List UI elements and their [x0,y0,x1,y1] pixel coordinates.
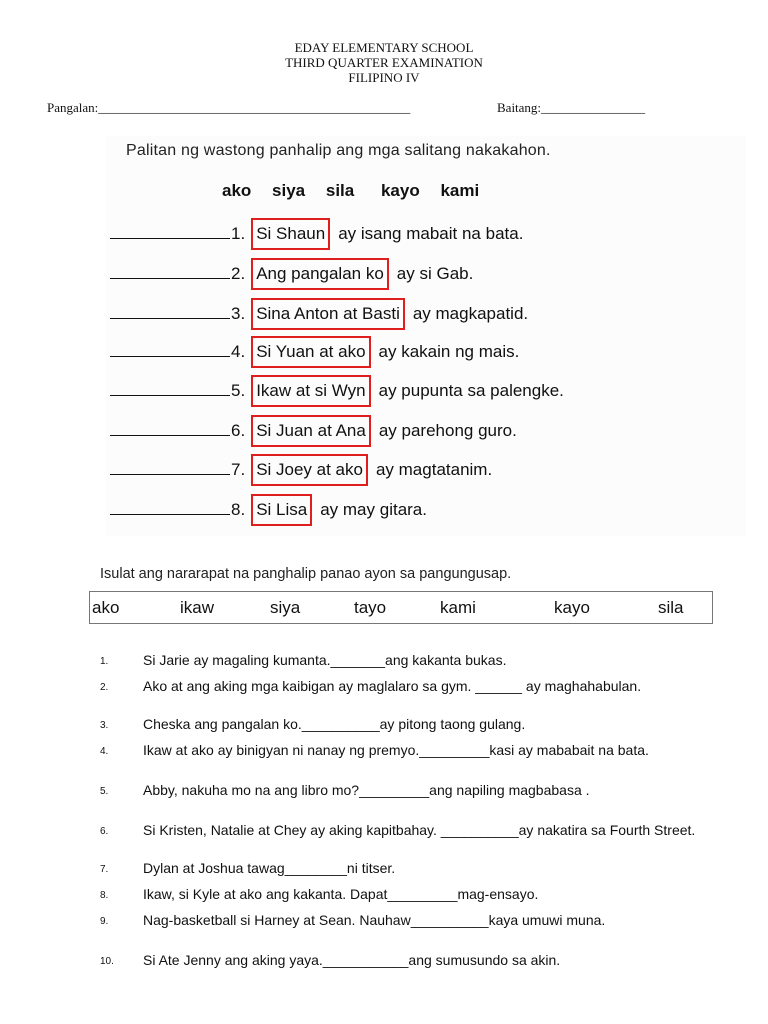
item-number: 8. [231,500,246,519]
answer-blank[interactable] [110,304,230,319]
name-line[interactable]: ________________________________________________ [98,100,411,115]
choice-word: siya [270,598,301,617]
choice-word: sila [325,181,355,200]
item-rest: ay kakain ng mais. [378,342,520,361]
part1-instruction: Palitan ng wastong panhalip ang mga salitang nakakahon. [126,142,551,159]
part1-item [110,298,746,332]
boxed-subject: Si Shaun [251,218,330,250]
boxed-subject: Si Yuan at ako [251,336,370,368]
item-rest: ay magtatanim. [375,460,493,479]
item-number: 7. [100,864,109,875]
part1-item [110,336,746,370]
boxed-subject: Sina Anton at Basti [251,298,405,330]
item-rest: ay isang mabait na bata. [338,224,524,243]
item-number: 6. [231,421,246,440]
item-rest: ay si Gab. [396,264,474,283]
boxed-subject: Si Joey at ako [251,454,368,486]
part1-choices [222,181,493,201]
choice-word: ikaw [180,598,215,617]
item-text: Ikaw, si Kyle at ako ang kakanta. Dapat_________mag-ensayo. [143,886,539,902]
item-text: Cheska ang pangalan ko.__________ay pitong taong gulang. [143,716,526,732]
item-number: 1. [100,656,109,667]
part1-item [110,375,746,409]
item-rest: ay may gitara. [320,500,427,519]
item-text: Si Ate Jenny ang aking yaya.___________ang sumusundo sa akin. [143,952,561,968]
exam-title: THIRD QUARTER EXAMINATION [285,55,483,70]
item-text: Ako at ang aking mga kaibigan ay maglalaro sa gym. ______ ay maghahabulan. [143,678,642,694]
item-text: Si Jarie ay magaling kumanta._______ang kakanta bukas. [143,652,507,668]
item-number: 3. [100,720,109,731]
item-rest: ay parehong guro. [378,421,517,440]
choice-word: kami [440,181,480,200]
answer-blank[interactable] [110,500,230,515]
item-number: 10. [100,956,114,967]
item-number: 9. [100,916,109,927]
item-number: 4. [231,342,246,361]
school-name: EDAY ELEMENTARY SCHOOL [294,40,474,55]
part2-word-box [89,591,713,624]
name-label: Pangalan: [47,100,99,115]
item-number: 6. [100,826,109,837]
answer-blank[interactable] [110,381,230,396]
item-text: Dylan at Joshua tawag________ni titser. [143,860,396,876]
choice-word: siya [272,181,306,200]
grade-line[interactable]: ________________ [541,100,646,115]
item-text: Abby, nakuha mo na ang libro mo?_________ang napiling magbabasa . [143,782,590,798]
answer-blank[interactable] [110,224,230,239]
part1-section [106,136,746,536]
boxed-subject: Ang pangalan ko [251,258,389,290]
subject-title: FILIPINO IV [348,70,420,85]
boxed-subject: Si Juan at Ana [251,415,371,447]
answer-blank[interactable] [110,460,230,475]
item-number: 4. [100,746,109,757]
item-number: 5. [100,786,109,797]
answer-blank[interactable] [110,342,230,357]
item-number: 7. [231,460,246,479]
choice-word: ako [222,181,252,200]
boxed-subject: Ikaw at si Wyn [251,375,370,407]
grade-field [497,100,645,116]
answer-blank[interactable] [110,421,230,436]
part1-item [110,258,746,292]
item-rest: ay pupunta sa palengke. [378,381,564,400]
choice-word: kami [440,598,476,617]
part1-item [110,218,746,252]
item-text: Si Kristen, Natalie at Chey ay aking kapitbahay. __________ay nakatira sa Fourth Street. [143,822,696,838]
boxed-subject: Si Lisa [251,494,312,526]
choice-word: ako [92,598,120,617]
answer-blank[interactable] [110,264,230,279]
item-number: 2. [100,682,109,693]
item-number: 8. [100,890,109,901]
item-number: 1. [231,224,246,243]
choice-word: kayo [554,598,590,617]
item-rest: ay magkapatid. [412,304,529,323]
item-number: 5. [231,381,246,400]
part1-item [110,415,746,449]
item-text: Ikaw at ako ay binigyan ni nanay ng premyo._________kasi ay mababait na bata. [143,742,649,758]
part2-instruction: Isulat ang nararapat na panghalip panao ayon sa pangungusap. [100,566,512,582]
item-text: Nag-basketball si Harney at Sean. Nauhaw__________kaya umuwi muna. [143,912,606,928]
part1-item [110,454,746,488]
item-number: 2. [231,264,246,283]
choice-word: sila [658,598,684,617]
student-info-row [47,100,727,116]
part1-item [110,494,746,528]
choice-word: kayo [380,181,420,200]
choice-word: tayo [354,598,387,617]
item-number: 3. [231,304,246,323]
exam-header [0,40,768,85]
grade-label: Baitang: [497,100,542,115]
